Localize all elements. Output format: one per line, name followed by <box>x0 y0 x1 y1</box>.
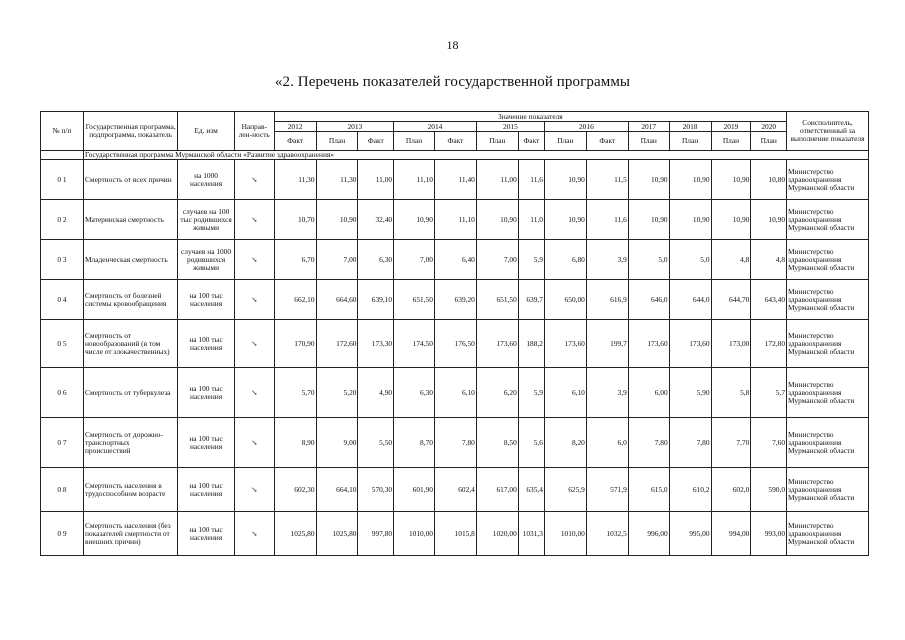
value-cell: 617,00 <box>476 468 518 512</box>
value-cell: 10,90 <box>751 200 787 240</box>
value-cell: 1015,8 <box>434 512 476 556</box>
sub-header: Факт <box>434 132 476 151</box>
direction-arrow-icon: ↘ <box>234 320 274 368</box>
year-header: 2012 <box>274 122 316 132</box>
value-cell: 5,0 <box>628 240 669 280</box>
value-cell: 625,9 <box>544 468 586 512</box>
value-cell: 7,00 <box>394 240 435 280</box>
value-cell: 6,80 <box>544 240 586 280</box>
unit-cell: на 1000 населения <box>178 160 235 200</box>
table-row <box>41 512 869 556</box>
year-header: 2020 <box>751 122 787 132</box>
value-cell: 1025,80 <box>274 512 316 556</box>
value-cell: 11,00 <box>358 160 394 200</box>
indicator-name: Смертность от всех причин <box>83 160 177 200</box>
responsible-cell: Министерство здравоохранения Мурманской области <box>787 512 869 556</box>
sub-header: План <box>394 132 435 151</box>
year-header: 2014 <box>394 122 477 132</box>
value-cell: 602,30 <box>274 468 316 512</box>
value-cell: 10,90 <box>628 200 669 240</box>
value-cell: 570,30 <box>358 468 394 512</box>
value-cell: 3,9 <box>586 240 628 280</box>
row-num: 0 4 <box>41 280 84 320</box>
value-cell: 651,50 <box>476 280 518 320</box>
program-title: Государственная программа Мурманской области «Развитие здравоохранения» <box>83 151 868 160</box>
table-row <box>41 160 869 200</box>
value-cell: 10,90 <box>476 200 518 240</box>
table-row <box>41 200 869 240</box>
value-cell: 4,90 <box>358 368 394 418</box>
value-cell: 10,90 <box>394 200 435 240</box>
value-cell: 173,00 <box>711 320 751 368</box>
direction-arrow-icon: ↘ <box>234 160 274 200</box>
responsible-cell: Министерство здравоохранения Мурманской области <box>787 200 869 240</box>
value-cell: 170,90 <box>274 320 316 368</box>
row-num: 0 6 <box>41 368 84 418</box>
value-cell: 644,70 <box>711 280 751 320</box>
value-cell: 6,0 <box>586 418 628 468</box>
value-cell: 8,70 <box>394 418 435 468</box>
value-cell: 10,90 <box>628 160 669 200</box>
value-cell: 7,80 <box>628 418 669 468</box>
value-cell: 601,90 <box>394 468 435 512</box>
value-cell: 6,10 <box>434 368 476 418</box>
col-header-unit: Ед. изм <box>178 112 235 151</box>
sub-header: Факт <box>274 132 316 151</box>
indicator-name: Смертность от болезней системы кровообращения <box>83 280 177 320</box>
row-num: 0 2 <box>41 200 84 240</box>
row-num: 0 9 <box>41 512 84 556</box>
value-cell: 11,30 <box>274 160 316 200</box>
direction-arrow-icon: ↘ <box>234 468 274 512</box>
value-cell: 176,50 <box>434 320 476 368</box>
value-cell: 10,80 <box>751 160 787 200</box>
value-cell: 173,30 <box>358 320 394 368</box>
indicator-name: Материнская смертность <box>83 200 177 240</box>
direction-arrow-icon: ↘ <box>234 368 274 418</box>
direction-arrow-icon: ↘ <box>234 200 274 240</box>
value-cell: 5,20 <box>316 368 358 418</box>
value-cell: 639,20 <box>434 280 476 320</box>
value-cell: 1010,00 <box>544 512 586 556</box>
header-row-1 <box>41 112 869 122</box>
year-header: 2013 <box>316 122 394 132</box>
year-header: 2017 <box>628 122 669 132</box>
value-cell: 646,0 <box>628 280 669 320</box>
table-row <box>41 280 869 320</box>
value-cell: 1010,00 <box>394 512 435 556</box>
value-cell: 6,00 <box>628 368 669 418</box>
value-cell: 610,2 <box>669 468 711 512</box>
value-cell: 10,70 <box>274 200 316 240</box>
value-cell: 11,6 <box>518 160 544 200</box>
sub-header: Факт <box>518 132 544 151</box>
sub-header: Факт <box>358 132 394 151</box>
unit-cell: случаев на 100 тыс родившихся живыми <box>178 200 235 240</box>
value-cell: 5,8 <box>711 368 751 418</box>
value-cell: 4,8 <box>751 240 787 280</box>
responsible-cell: Министерство здравоохранения Мурманской области <box>787 368 869 418</box>
table-row <box>41 240 869 280</box>
value-cell: 4,8 <box>711 240 751 280</box>
table-row <box>41 320 869 368</box>
year-header: 2019 <box>711 122 751 132</box>
value-cell: 997,80 <box>358 512 394 556</box>
value-cell: 5,7 <box>751 368 787 418</box>
unit-cell: на 100 тыс населения <box>178 320 235 368</box>
indicator-name: Младенческая смертность <box>83 240 177 280</box>
value-cell: 172,80 <box>751 320 787 368</box>
unit-cell: на 100 тыс населения <box>178 418 235 468</box>
year-header: 2018 <box>669 122 711 132</box>
value-cell: 8,90 <box>274 418 316 468</box>
value-cell: 8,20 <box>544 418 586 468</box>
indicator-name: Смертность населения (без показателей смертности от внешних причин) <box>83 512 177 556</box>
program-row-num <box>41 151 84 160</box>
value-cell: 11,10 <box>434 200 476 240</box>
col-header-program: Государственная программа, подпрограмма, показатель <box>83 112 177 151</box>
page-number: 18 <box>446 38 459 52</box>
value-cell: 173,60 <box>476 320 518 368</box>
value-cell: 5,6 <box>518 418 544 468</box>
indicator-name: Смертность от новообразований (в том числе от злокачественных) <box>83 320 177 368</box>
value-cell: 10,90 <box>711 160 751 200</box>
sub-header: План <box>544 132 586 151</box>
value-cell: 615,0 <box>628 468 669 512</box>
value-cell: 5,50 <box>358 418 394 468</box>
value-cell: 602,0 <box>711 468 751 512</box>
value-cell: 651,50 <box>394 280 435 320</box>
program-row <box>41 151 869 160</box>
value-cell: 5,9 <box>518 240 544 280</box>
value-cell: 11,30 <box>316 160 358 200</box>
value-cell: 1025,80 <box>316 512 358 556</box>
value-cell: 11,5 <box>586 160 628 200</box>
sub-header: План <box>476 132 518 151</box>
value-cell: 11,0 <box>518 200 544 240</box>
sub-header: План <box>669 132 711 151</box>
responsible-cell: Министерство здравоохранения Мурманской области <box>787 468 869 512</box>
table-row <box>41 368 869 418</box>
row-num: 0 8 <box>41 468 84 512</box>
row-num: 0 3 <box>41 240 84 280</box>
indicators-table <box>40 111 869 556</box>
row-num: 0 5 <box>41 320 84 368</box>
unit-cell: на 100 тыс населения <box>178 280 235 320</box>
value-cell: 173,60 <box>669 320 711 368</box>
value-cell: 10,90 <box>669 200 711 240</box>
value-cell: 10,90 <box>669 160 711 200</box>
value-cell: 11,40 <box>434 160 476 200</box>
row-num: 0 7 <box>41 418 84 468</box>
value-cell: 616,9 <box>586 280 628 320</box>
indicator-name: Смертность от туберкулеза <box>83 368 177 418</box>
value-cell: 639,7 <box>518 280 544 320</box>
value-cell: 5,90 <box>669 368 711 418</box>
indicator-name: Смертность населения в трудоспособном возрасте <box>83 468 177 512</box>
value-cell: 6,20 <box>476 368 518 418</box>
sub-header: План <box>751 132 787 151</box>
value-cell: 11,10 <box>394 160 435 200</box>
value-cell: 6,30 <box>394 368 435 418</box>
sub-header: План <box>316 132 358 151</box>
value-cell: 635,4 <box>518 468 544 512</box>
value-cell: 11,6 <box>586 200 628 240</box>
value-cell: 996,00 <box>628 512 669 556</box>
sub-header: План <box>628 132 669 151</box>
value-cell: 6,70 <box>274 240 316 280</box>
responsible-cell: Министерство здравоохранения Мурманской области <box>787 160 869 200</box>
value-cell: 10,90 <box>711 200 751 240</box>
responsible-cell: Министерство здравоохранения Мурманской области <box>787 418 869 468</box>
year-header: 2015 <box>476 122 544 132</box>
indicator-name: Смертность от дорожно-транспортных происшествий <box>83 418 177 468</box>
value-cell: 995,00 <box>669 512 711 556</box>
value-cell: 173,60 <box>628 320 669 368</box>
value-cell: 32,40 <box>358 200 394 240</box>
value-cell: 5,70 <box>274 368 316 418</box>
value-cell: 643,40 <box>751 280 787 320</box>
direction-arrow-icon: ↘ <box>234 512 274 556</box>
value-cell: 7,80 <box>434 418 476 468</box>
year-header: 2016 <box>544 122 628 132</box>
value-cell: 1031,3 <box>518 512 544 556</box>
value-cell: 172,60 <box>316 320 358 368</box>
value-cell: 590,0 <box>751 468 787 512</box>
direction-arrow-icon: ↘ <box>234 280 274 320</box>
value-cell: 7,60 <box>751 418 787 468</box>
sub-header: Факт <box>586 132 628 151</box>
value-cell: 994,00 <box>711 512 751 556</box>
value-cell: 199,7 <box>586 320 628 368</box>
value-cell: 571,9 <box>586 468 628 512</box>
document-title: «2. Перечень показателей государственной программы <box>274 74 631 90</box>
table-row <box>41 418 869 468</box>
value-cell: 644,0 <box>669 280 711 320</box>
direction-arrow-icon: ↘ <box>234 240 274 280</box>
value-cell: 1020,00 <box>476 512 518 556</box>
sub-header: План <box>711 132 751 151</box>
value-cell: 6,40 <box>434 240 476 280</box>
row-num: 0 1 <box>41 160 84 200</box>
value-cell: 664,60 <box>316 280 358 320</box>
table-row <box>41 468 869 512</box>
value-cell: 7,00 <box>316 240 358 280</box>
value-cell: 174,50 <box>394 320 435 368</box>
responsible-cell: Министерство здравоохранения Мурманской области <box>787 320 869 368</box>
unit-cell: случаев на 1000 родившихся живыми <box>178 240 235 280</box>
value-cell: 602,4 <box>434 468 476 512</box>
value-cell: 173,60 <box>544 320 586 368</box>
value-cell: 1032,5 <box>586 512 628 556</box>
responsible-cell: Министерство здравоохранения Мурманской области <box>787 280 869 320</box>
value-cell: 10,90 <box>316 200 358 240</box>
col-header-num: № п/п <box>41 112 84 151</box>
value-cell: 662,10 <box>274 280 316 320</box>
col-header-coexecutor: Соисполнитель, ответственный за выполнение показателя <box>787 112 869 151</box>
value-cell: 188,2 <box>518 320 544 368</box>
value-cell: 650,00 <box>544 280 586 320</box>
value-cell: 10,90 <box>544 160 586 200</box>
value-cell: 6,10 <box>544 368 586 418</box>
value-cell: 7,00 <box>476 240 518 280</box>
col-header-direction: Направ-лен-ность <box>234 112 274 151</box>
value-cell: 5,0 <box>669 240 711 280</box>
col-header-values: Значение показателя <box>274 112 786 122</box>
value-cell: 11,00 <box>476 160 518 200</box>
unit-cell: на 100 тыс населения <box>178 368 235 418</box>
value-cell: 664,10 <box>316 468 358 512</box>
direction-arrow-icon: ↘ <box>234 418 274 468</box>
unit-cell: на 100 тыс населения <box>178 468 235 512</box>
value-cell: 10,90 <box>544 200 586 240</box>
unit-cell: на 100 тыс населения <box>178 512 235 556</box>
value-cell: 6,30 <box>358 240 394 280</box>
value-cell: 7,70 <box>711 418 751 468</box>
value-cell: 8,50 <box>476 418 518 468</box>
responsible-cell: Министерство здравоохранения Мурманской области <box>787 240 869 280</box>
value-cell: 993,00 <box>751 512 787 556</box>
value-cell: 7,80 <box>669 418 711 468</box>
value-cell: 9,00 <box>316 418 358 468</box>
value-cell: 5,9 <box>518 368 544 418</box>
value-cell: 3,9 <box>586 368 628 418</box>
value-cell: 639,10 <box>358 280 394 320</box>
